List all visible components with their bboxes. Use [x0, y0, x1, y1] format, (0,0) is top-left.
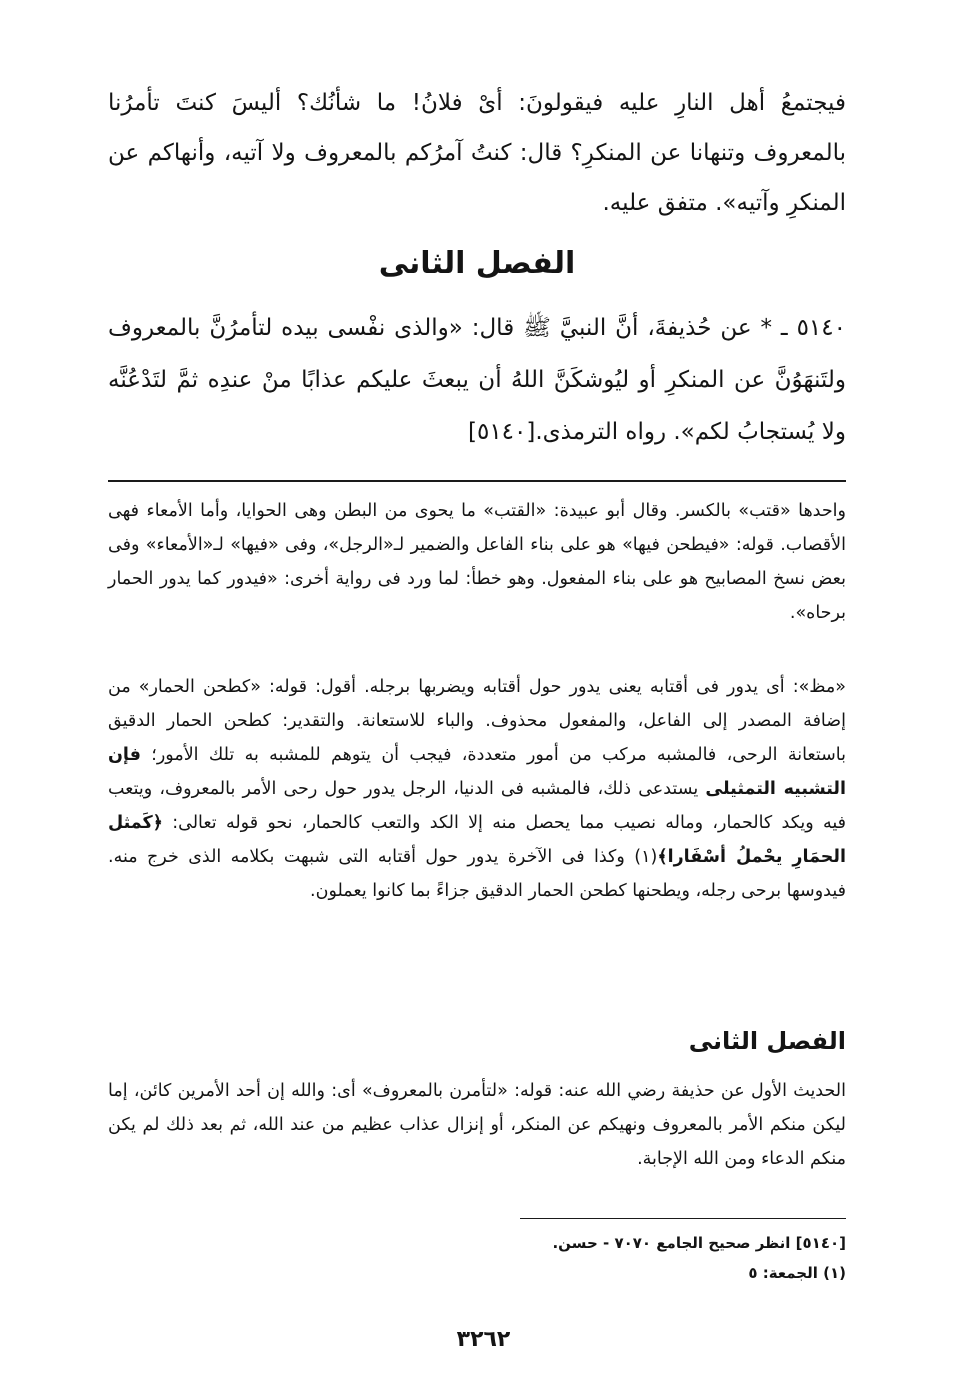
footnote-item: [٥١٤٠] انظر صحيح الجامع ٧٠٧٠ - حسن. [552, 1234, 846, 1252]
quran-quote: ﴿كَمثل الحمَارِ يحْملُ أسْفَارا﴾ [108, 813, 846, 867]
footnote-item: (١) الجمعة: ٥ [748, 1264, 846, 1282]
commentary-heading: الفصل الثانى [688, 1027, 846, 1055]
commentary-text: يستدعى ذلك، فالمشبه فى الدنيا، الرجل يدور حول رحى الأمر بالمعروف، ويتعب فيه ويكد كالحمار، وماله نصيب مما يحصل منه إلا الكد والتعب كالحمار، نحو قوله تعالى: [108, 779, 846, 833]
footnotes [108, 1228, 846, 1288]
chapter-title: الفصل الثانى [378, 246, 576, 281]
commentary-paragraph-3: الحديث الأول عن حذيفة رضي الله عنه: قوله: «لتأمرن بالمعروف» أى: والله إن أحد الأمرين كائن، إما ليكن منكم الأمر بالمعروف ونهيكم عن المنكر، أو إنزال عذاب عظيم من عند الله، ثم بعد ذلك لم يكن منكم الدعاء ومن الله الإجابة. [108, 1081, 846, 1169]
commentary-paragraph-1: واحدها «قتب» بالكسر. وقال أبو عبيدة: «القتب» ما يحوى من البطن وهى الحوايا، وأما الأمعاء فهى الأقصاب. قوله: «فيطحن فيها» هو على بناء الفاعل والضمير لـ«الرجل»، وفى «فيها» لـ«الأمعاء» وفى بعض نسخ المصابيح هو على بناء المفعول. وهو خطأ: لما ورد فى رواية أخرى: «فيدور كما يدور الحمار برحاه». [108, 501, 846, 623]
commentary-paragraph-2 [108, 670, 846, 908]
section-divider [108, 480, 846, 482]
commentary-text: (١) وكذا فى الآخرة يدور حول أقتابه التى شبهت بكلامه الذى خرج منه. فيدوسها برحى رجله، ويطحنها كطحن الحمار الدقيق جزاءً بما كانوا يعملون. [108, 847, 846, 901]
footnote-divider [520, 1218, 846, 1219]
page-number: ٣٢٦٢ [456, 1327, 511, 1352]
commentary-bold-term: فإن التشبيه التمثيلى [108, 745, 846, 799]
hadith-text-top: فيجتمعُ أهل النارِ عليه فيقولونَ: أىْ فلانُ! ما شأنُك؟ أليسَ كنتَ تأمرُنا بالمعروف وتنهانا عن المنكرِ؟ قال: كنتُ آمرُكم بالمعروف ولا آتيه، وأنهاكم عن المنكرِ وآتيه». متفق عليه. [108, 90, 846, 216]
hadith-5140-text: ٥١٤٠ ـ * عن حُذيفةَ، أنَّ النبيَّ ﷺ قال: «والذى نفْسى بيده لتأمرُنَّ بالمعروف ولتَنهَوُنَّ عن المنكرِ أو ليُوشكَنَّ اللهُ أن يبعثَ عليكم عذابًا منْ عندِه ثمَّ لتَدْعُنَّه ولا يُستجابُ لكم». رواه الترمذى.[٥١٤٠] [108, 315, 846, 445]
commentary-text: «مظ»: أى يدور فى أقتابه يعنى يدور حول أقتابه ويضربها برجله. أقول: قوله: «كطحن الحمار» من إضافة المصدر إلى الفاعل، والمفعول محذوف. والباء للاستعانة. والتقدير: كطحن الحمار الدقيق باستعانة الرحى، فالمشبه مركب من أمور متعددة، فيجب أن يتوهم للمشبه به تلك الأمور؛ [108, 677, 846, 765]
